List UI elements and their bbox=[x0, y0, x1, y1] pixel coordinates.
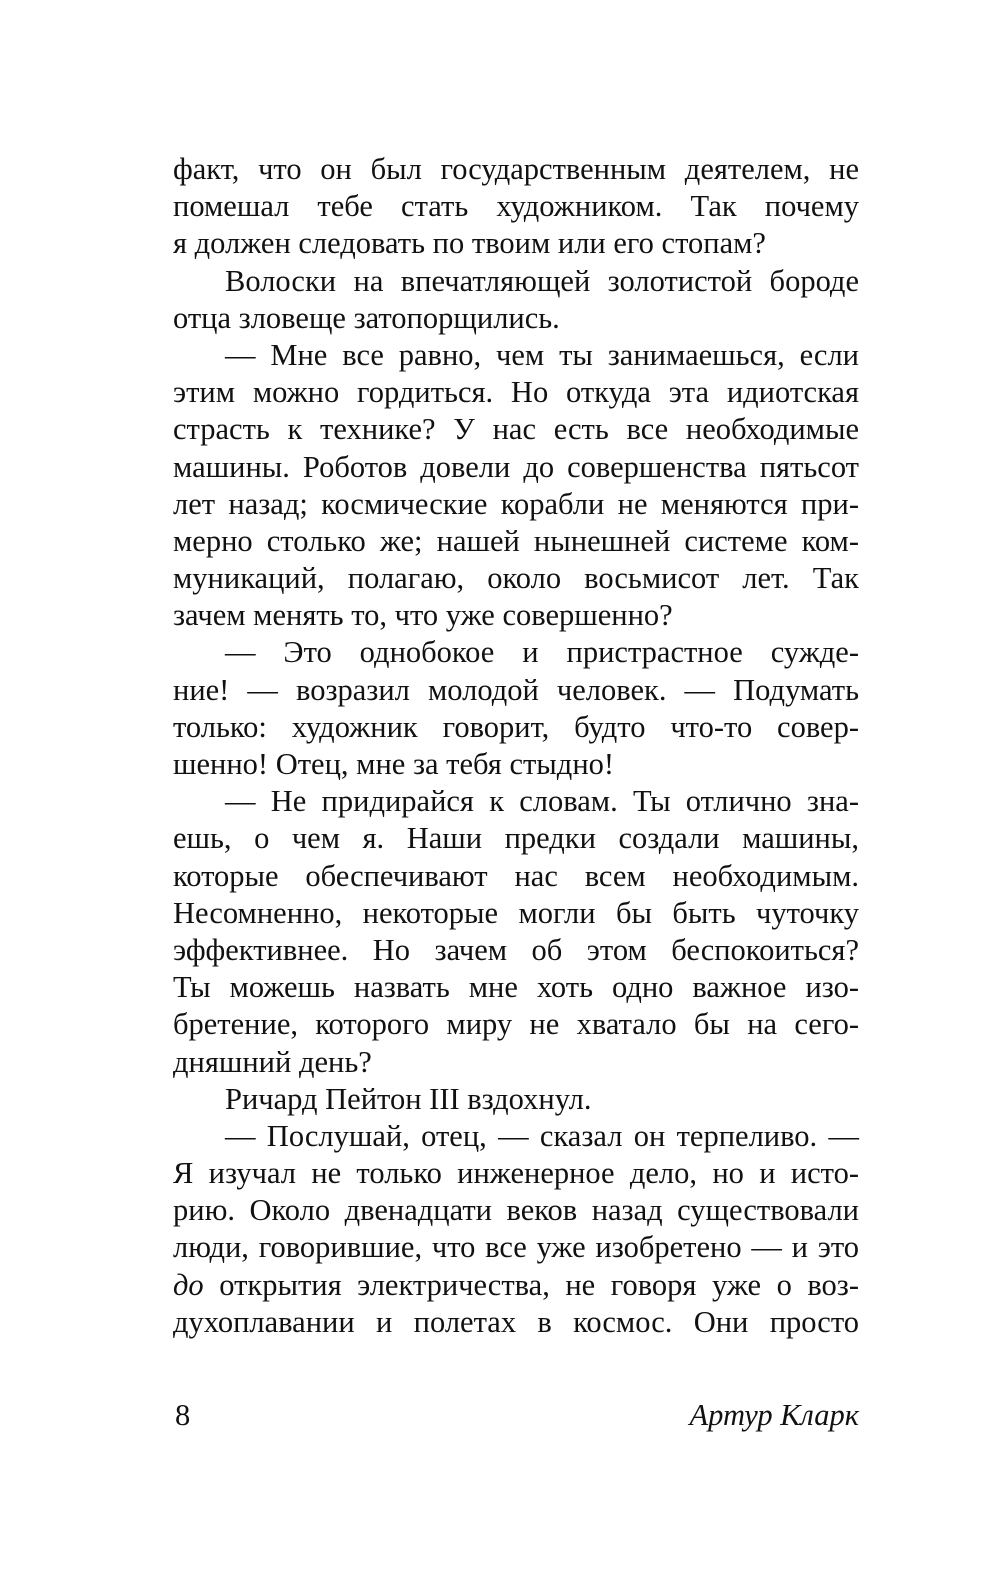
text-line: ешь, о чем я. Наши предки создали машины, bbox=[173, 821, 859, 856]
text-line: Ты можешь назвать мне хоть одно важное изо- bbox=[173, 970, 859, 1005]
text-line: мерно столько же; нашей нынешней системе ком- bbox=[173, 523, 859, 558]
text-line: дняшний день? bbox=[173, 1044, 372, 1079]
text-line: машины. Роботов довели до совершенства пятьсот bbox=[173, 449, 859, 484]
italic-word: до bbox=[173, 1267, 204, 1302]
text-line: шенно! Отец, мне за тебя стыдно! bbox=[173, 747, 615, 781]
text-line: Я изучал не только инженерное дело, но и исто- bbox=[173, 1156, 859, 1191]
text-line: только: художник говорит, будто что-то совер- bbox=[173, 709, 859, 744]
text-line: Несомненно, некоторые могли бы быть чуточку bbox=[173, 895, 859, 930]
text-line: рию. Около двенадцати веков назад существовали bbox=[173, 1193, 859, 1228]
text-line: ние! — возразил молодой человек. — Подумать bbox=[173, 672, 859, 707]
text-line: люди, говорившие, что все уже изобретено — и это bbox=[173, 1230, 859, 1265]
text-line: я должен следовать по твоим или его стопам? bbox=[173, 226, 766, 261]
text-line: — Мне все равно, чем ты занимаешься, если bbox=[225, 337, 859, 372]
text-line bbox=[173, 1267, 859, 1304]
text-line: этим можно гордиться. Но откуда эта идиотская bbox=[173, 375, 859, 410]
text-line: отца зловеще затопорщились. bbox=[173, 300, 560, 335]
page-footer bbox=[173, 1398, 859, 1438]
text-line: — Не придирайся к словам. Ты отлично зна- bbox=[225, 784, 859, 819]
text-line: — Послушай, отец, — сказал он терпеливо. — bbox=[225, 1118, 859, 1153]
text-line: Волоски на впечатляющей золотистой бороде bbox=[225, 263, 859, 298]
text-line: духоплавании и полетах в космос. Они просто bbox=[173, 1304, 859, 1339]
text-line: — Это однобокое и пристрастное сужде- bbox=[225, 635, 859, 670]
text-line: факт, что он был государственным деятелем, не bbox=[173, 152, 859, 186]
text-line: муникаций, полагаю, около восьмисот лет. Так bbox=[173, 561, 859, 596]
running-footer-author: Артур Кларк bbox=[689, 1398, 859, 1432]
body-text bbox=[173, 151, 859, 1341]
text-line: эффективнее. Но зачем об этом беспокоиться? bbox=[173, 932, 859, 967]
text-line: зачем менять то, что уже совершенно? bbox=[173, 598, 673, 633]
page-number: 8 bbox=[175, 1398, 191, 1432]
text-line: которые обеспечивают нас всем необходимым. bbox=[173, 858, 859, 893]
text-run: открытия электричества, не говоря уже о воз- bbox=[203, 1267, 859, 1302]
text-line: бретение, которого миру не хватало бы на сего- bbox=[173, 1007, 859, 1042]
text-line: помешал тебе стать художником. Так почему bbox=[173, 189, 859, 224]
text-line: страсть к технике? У нас есть все необходимые bbox=[173, 412, 859, 447]
text-line: лет назад; космические корабли не меняются при- bbox=[173, 486, 859, 521]
text-line: Ричард Пейтон III вздохнул. bbox=[225, 1081, 592, 1116]
